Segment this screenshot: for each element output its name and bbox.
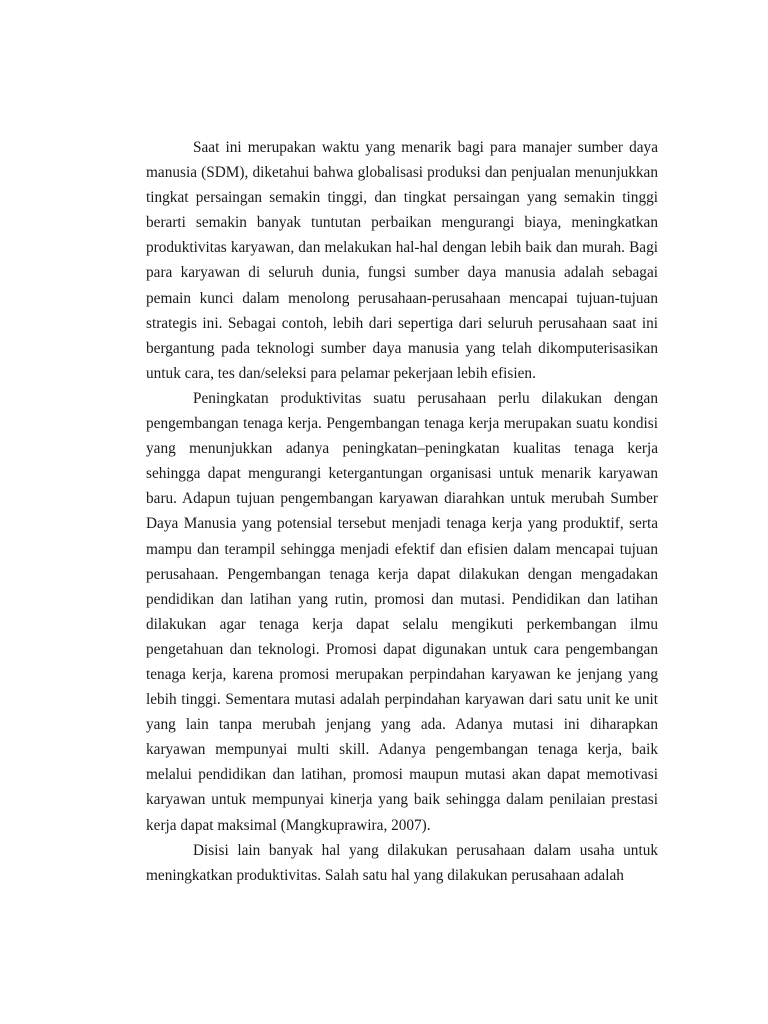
paragraph-1: Saat ini merupakan waktu yang menarik bagi para manajer sumber daya manusia (SDM), diketahui bahwa globalisasi produksi dan penjualan menunjukkan tingkat persaingan semakin tinggi, dan tingkat persaingan yang semakin tinggi berarti semakin banyak tuntutan perbaikan mengurangi biaya, meningkatkan produktivitas karyawan, dan melakukan hal-hal dengan lebih baik dan murah. Bagi para karyawan di seluruh dunia, fungsi sumber daya manusia adalah sebagai pemain kunci dalam menolong perusahaan-perusahaan mencapai tujuan-tujuan strategis ini. Sebagai contoh, lebih dari sepertiga dari seluruh perusahaan saat ini bergantung pada teknologi sumber daya manusia yang telah dikomputerisasikan untuk cara, tes dan/seleksi para pelamar pekerjaan lebih efisien. <box>146 139 658 382</box>
body-text <box>146 135 658 888</box>
paragraph-2: Peningkatan produktivitas suatu perusahaan perlu dilakukan dengan pengembangan tenaga kerja. Pengembangan tenaga kerja merupakan suatu kondisi yang menunjukkan adanya peningkatan–peningkatan kualitas tenaga kerja sehingga dapat mengurangi ketergantungan organisasi untuk menarik karyawan baru. Adapun tujuan pengembangan karyawan diarahkan untuk merubah Sumber Daya Manusia yang potensial tersebut menjadi tenaga kerja yang produktif, serta mampu dan terampil sehingga menjadi efektif dan efisien dalam mencapai tujuan perusahaan. Pengembangan tenaga kerja dapat dilakukan dengan mengadakan pendidikan dan latihan yang rutin, promosi dan mutasi. Pendidikan dan latihan dilakukan agar tenaga kerja dapat selalu mengikuti perkembangan ilmu pengetahuan dan teknologi. Promosi dapat digunakan untuk cara pengembangan tenaga kerja, karena promosi merupakan perpindahan karyawan ke jenjang yang lebih tinggi. Sementara mutasi adalah perpindahan karyawan dari satu unit ke unit yang lain tanpa merubah jenjang yang ada. Adanya mutasi ini diharapkan karyawan mempunyai multi skill. Adanya pengembangan tenaga kerja, baik melalui pendidikan dan latihan, promosi maupun mutasi akan dapat memotivasi karyawan untuk mempunyai kinerja yang baik sehingga dalam penilaian prestasi kerja dapat maksimal (Mangkuprawira, 2007). <box>146 389 658 834</box>
paragraph-3: Disisi lain banyak hal yang dilakukan perusahaan dalam usaha untuk meningkatkan produktivitas. Salah satu hal yang dilakukan perusahaan adalah <box>146 841 658 884</box>
